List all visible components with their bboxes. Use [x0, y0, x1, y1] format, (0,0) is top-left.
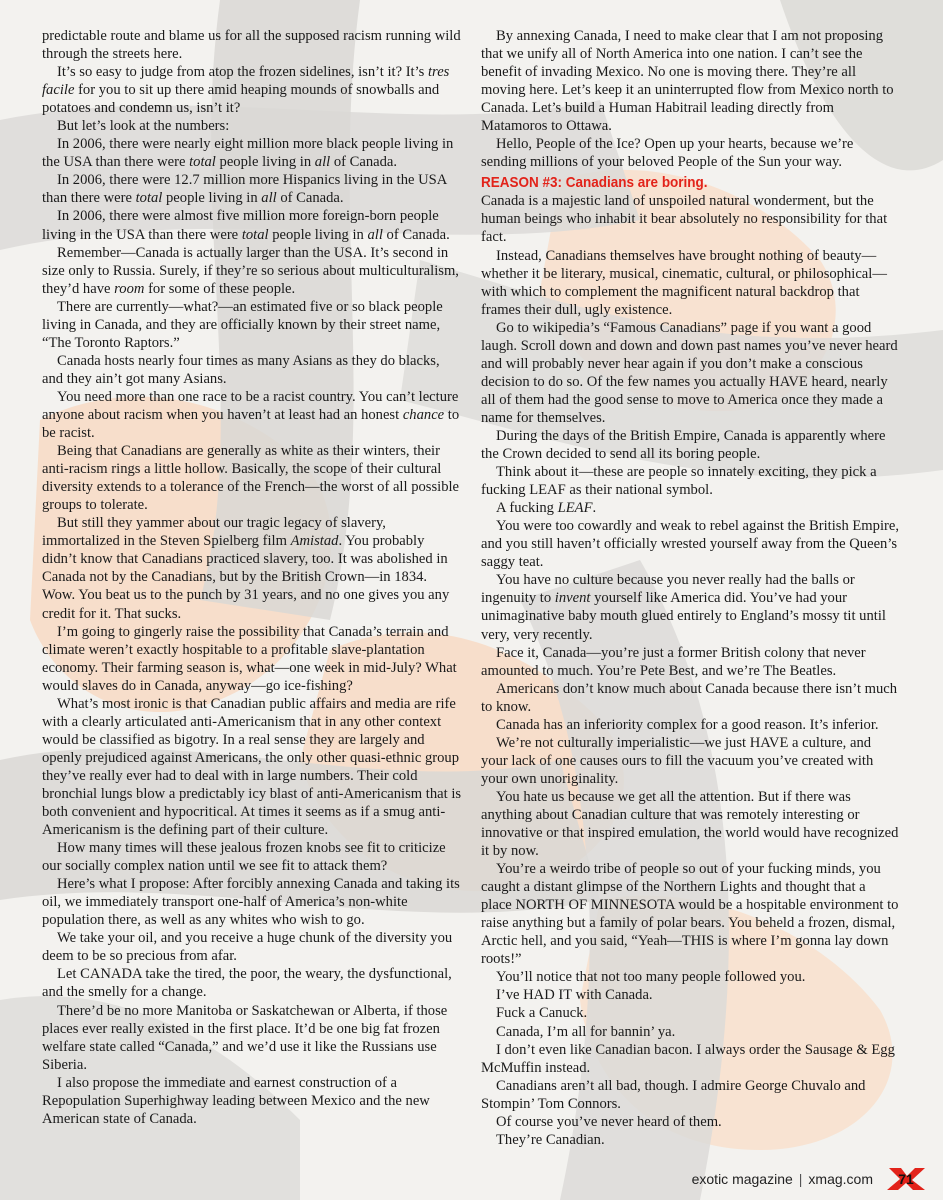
paragraph-text: for some of these people.: [144, 280, 296, 297]
paragraph: [42, 623, 462, 695]
paragraph-text: During the days of the British Empire, Canada is apparently where the Crown decided to send all its boring people.: [481, 427, 886, 463]
paragraph-text: Fuck a Canuck.: [496, 1005, 588, 1022]
paragraph: [481, 427, 899, 463]
paragraph: [481, 734, 899, 788]
paragraph: [481, 571, 899, 643]
page-number-badge: [885, 1166, 927, 1192]
paragraph-text: How many times will these jealous frozen knobs see fit to criticize our socially complex nation until we see fit to attack them?: [42, 840, 446, 875]
paragraph-text: Remember—Canada is actually larger than the USA. It’s second in size only to Russia. Surely, if they’re so serious about multiculturalism, they’d have: [42, 244, 459, 297]
paragraph-text: for you to sit up there amid heaping mounds of snowballs and potatoes and condemn us, isn’t it?: [42, 82, 440, 117]
right-column-bottom: [481, 192, 899, 1148]
paragraph: [42, 442, 462, 514]
paragraph: [42, 117, 462, 135]
paragraph-text: of Canada.: [382, 226, 450, 243]
emphasis-text: all: [367, 226, 383, 243]
paragraph-text: You need more than one race to be a racist country. You can’t lecture anyone about racism when you haven’t at least had an honest: [42, 388, 459, 423]
paragraph: [42, 929, 462, 965]
paragraph-text: A fucking: [496, 500, 558, 517]
emphasis-text: total: [189, 154, 216, 171]
paragraph: [481, 135, 899, 171]
paragraph: [481, 27, 899, 135]
paragraph: [481, 1023, 899, 1041]
paragraph-text: . You probably didn’t know that Canadians practiced slavery, too. It was abolished in Canada not by the Canadians, but by the British Crown—in 1834. Wow. You beat us to the punch by 31 years, and no one gives you any credit for it. That sucks.: [42, 533, 450, 622]
section-heading: REASON #3: Canadians are boring.: [481, 174, 708, 192]
paragraph: [481, 968, 899, 986]
paragraph-text: You’re a weirdo tribe of people so out of your fucking minds, you caught a distant glimpse of the Northern Lights and thought that a place NORTH OF MINNESOTA would be a hospitable environment to raise anything but a family of polar bears. You beheld a frozen, dismal, Arctic hell, and you said, “Yeah—THIS is where I’m gonna lay down roots!”: [481, 861, 899, 968]
paragraph-text: I also propose the immediate and earnest construction of a Repopulation Superhighway leading between Mexico and the new American state of Canada.: [42, 1074, 430, 1127]
paragraph: [481, 319, 899, 427]
magazine-name: exotic magazine: [691, 1171, 793, 1187]
paragraph: [481, 1004, 899, 1022]
emphasis-text: Amistad: [290, 533, 339, 550]
paragraph: [42, 171, 462, 207]
paragraph-text: Let CANADA take the tired, the poor, the weary, the dysfunctional, and the smelly for a change.: [42, 966, 452, 1001]
paragraph-text: Instead, Canadians themselves have brought nothing of beauty—whether it be literary, musical, cinematic, cultural, or philosophical—with which to complement the magnificent natural backdrop that frames their dull, ugly existence.: [481, 247, 887, 318]
paragraph: [481, 788, 899, 860]
paragraph: [481, 716, 899, 734]
paragraph: [481, 644, 899, 680]
paragraph-text: They’re Canadian.: [496, 1131, 605, 1148]
paragraph-text: I’ve HAD IT with Canada.: [496, 987, 653, 1004]
paragraph: [481, 1077, 899, 1113]
paragraph-text: There are currently—what?—an estimated five or so black people living in Canada, and they are officially known by their street name, “The Toronto Raptors.”: [42, 298, 443, 351]
right-column: [481, 27, 899, 1149]
paragraph-text: In 2006, there were 12.7 million more Hispanics living in the USA than there were: [42, 172, 447, 207]
paragraph: [42, 244, 462, 298]
emphasis-text: chance: [402, 406, 445, 423]
paragraph-text: Canada, I’m all for bannin’ ya.: [496, 1023, 676, 1040]
emphasis-text: LEAF: [557, 500, 593, 517]
paragraph: [42, 875, 462, 929]
paragraph-text: You have no culture because you never really had the balls or ingenuity to: [481, 572, 855, 607]
paragraph-text: Canadians aren’t all bad, though. I admire George Chuvalo and Stompin’ Tom Connors.: [481, 1077, 866, 1112]
paragraph-text: Go to wikipedia’s “Famous Canadians” page if you want a good laugh. Scroll down and down and down past names you’ve never heard and will probably never hear again if you don’t make a conscious decision to do so. Of the few names you actually HAVE heard, nearly all of them had the good sense to move to America once they made a name for themselves.: [481, 319, 898, 426]
paragraph-text: I don’t even like Canadian bacon. I always order the Sausage & Egg McMuffin instead.: [481, 1041, 895, 1076]
paragraph: [42, 388, 462, 442]
website: xmag.com: [808, 1171, 873, 1187]
paragraph-text: of Canada.: [276, 190, 344, 207]
paragraph-text: of Canada.: [330, 154, 398, 171]
paragraph-text: .: [592, 500, 597, 517]
paragraph-text: In 2006, there were nearly eight million more black people living in the USA than there were: [42, 136, 454, 171]
paragraph: [42, 965, 462, 1001]
left-column: [42, 27, 462, 1128]
paragraph-text: to be racist.: [42, 406, 460, 442]
emphasis-text: invent: [554, 590, 591, 607]
paragraph-text: people living in: [215, 154, 315, 171]
paragraph: [42, 1074, 462, 1128]
page-footer: [692, 1166, 927, 1192]
paragraph: [481, 247, 899, 319]
paragraph: [481, 986, 899, 1004]
emphasis-text: total: [135, 190, 163, 207]
paragraph-text: I’m going to gingerly raise the possibility that Canada’s terrain and climate weren’t exactly hospitable to a profitable slave-plantation economy. Their farming season is, what—one week in mid-July? What would slaves do in Canada, anyway—go ice-fishing?: [42, 623, 457, 694]
page-number: 71: [898, 1171, 914, 1187]
paragraph-text: Being that Canadians are generally as white as their winters, their anti-racism rings a little hollow. Basically, the scope of their cultural diversity extends to a tolerance of the French—the worst of all possible groups to tolerate.: [42, 443, 460, 514]
paragraph-text: yourself like America did. You’ve had your unimaginative baby mouth glued entirely to England’s mossy tit until very, very recently.: [481, 590, 886, 643]
paragraph: [42, 695, 462, 839]
paragraph-text: But still they yammer about our tragic legacy of slavery, immortalized in the Steven Spielberg film: [42, 515, 386, 550]
right-column-top: [481, 27, 899, 171]
paragraph: [42, 298, 462, 352]
paragraph-text: Americans don’t know much about Canada because there isn’t much to know.: [481, 680, 898, 715]
emphasis-text: all: [314, 154, 331, 171]
paragraph: [42, 839, 462, 875]
paragraph: [481, 499, 899, 517]
paragraph: [42, 514, 462, 622]
footer-separator: |: [798, 1171, 803, 1187]
paragraph-text: You hate us because we get all the attention. But if there was anything about Canadian culture that was remotely interesting or innovative or that inspired emulation, the world would have recognized it by now.: [481, 788, 899, 860]
paragraph: [481, 680, 899, 716]
paragraph: [481, 1113, 899, 1131]
paragraph-text: Face it, Canada—you’re just a former British colony that never amounted to much. You’re Pete Best, and we’re The Beatles.: [481, 644, 866, 679]
paragraph: [481, 192, 899, 246]
paragraph-text: What’s most ironic is that Canadian public affairs and media are rife with a clearly articulated anti-Americanism that in any other context would be classified as bigotry. In a real sense they are largely and openly prejudiced against Americans, the only other quasi-ethnic group they’ve really ever had to deal with in large numbers. Their cold bronchial lungs blow a predictably icy blast of anti-Americanism that is both convenient and hypocritical. At times it seems as if a smug anti-Americanism is the defining part of their culture.: [42, 695, 462, 839]
paragraph: [481, 1041, 899, 1077]
paragraph: [42, 207, 462, 243]
paragraph: [481, 463, 899, 499]
paragraph-text: Hello, People of the Ice? Open up your hearts, because we’re sending millions of your beloved People of the Sun your way.: [481, 136, 854, 171]
paragraph-text: By annexing Canada, I need to make clear that I am not proposing that we unify all of North America into one nation. I can’t see the benefit of invading Mexico. No one is moving there. They’re all moving here. Let’s keep it an uninterrupted flow from Mexico north to Canada. Let’s build a Human Habitrail leading directly from Matamoros to Ottawa.: [481, 28, 894, 135]
paragraph-text: There’d be no more Manitoba or Saskatchewan or Alberta, if those places ever really existed in the first place. It’d be one big fat frozen welfare state called “Canada,” and we’d use it like the Russians use Siberia.: [42, 1002, 448, 1073]
paragraph-text: Think about it—these are people so innately exciting, they pick a fucking LEAF as their national symbol.: [481, 464, 877, 499]
paragraph-text: You were too cowardly and weak to rebel against the British Empire, and you still haven’t officially wrested yourself away from the Queen’s saggy teat.: [481, 518, 899, 571]
paragraph: [481, 860, 899, 968]
paragraph-text: Canada is a majestic land of unspoiled natural wonderment, but the human beings who inhabit it bear absolutely no responsibility for that fact.: [481, 193, 888, 246]
paragraph-text: But let’s look at the numbers:: [57, 118, 230, 135]
paragraph-text: people living in: [268, 226, 368, 243]
paragraph: [42, 63, 462, 117]
emphasis-text: total: [241, 226, 269, 243]
paragraph-text: You’ll notice that not too many people followed you.: [496, 969, 806, 986]
paragraph: [42, 135, 462, 171]
emphasis-text: all: [261, 190, 277, 207]
paragraph: [481, 517, 899, 571]
paragraph-text: Here’s what I propose: After forcibly annexing Canada and taking its oil, we immediately transport one-half of America’s non-white population there, as well as any whites who wish to go.: [42, 876, 460, 929]
emphasis-text: room: [114, 280, 145, 297]
paragraph: [42, 1002, 462, 1074]
paragraph: [42, 27, 462, 63]
paragraph-text: predictable route and blame us for all the supposed racism running wild through the streets here.: [42, 28, 461, 63]
paragraph-text: Of course you’ve never heard of them.: [496, 1113, 722, 1130]
paragraph-text: It’s so easy to judge from atop the frozen sidelines, isn’t it? It’s: [57, 64, 428, 81]
paragraph-text: Canada has an inferiority complex for a good reason. It’s inferior.: [496, 716, 879, 733]
paragraph-text: Canada hosts nearly four times as many Asians as they do blacks, and they ain’t got many Asians.: [42, 352, 440, 387]
paragraph-text: We’re not culturally imperialistic—we just HAVE a culture, and your lack of one causes ours to fill the vacuum you’ve created with your own unoriginality.: [481, 734, 874, 787]
paragraph-text: We take your oil, and you receive a huge chunk of the diversity you deem to be so precious from afar.: [42, 930, 453, 965]
emphasis-text: tres facile: [42, 64, 450, 99]
paragraph: [42, 352, 462, 388]
paragraph-text: people living in: [162, 190, 262, 207]
paragraph-text: In 2006, there were almost five million more foreign-born people living in the USA than there were: [42, 208, 439, 243]
paragraph: [481, 1131, 899, 1149]
